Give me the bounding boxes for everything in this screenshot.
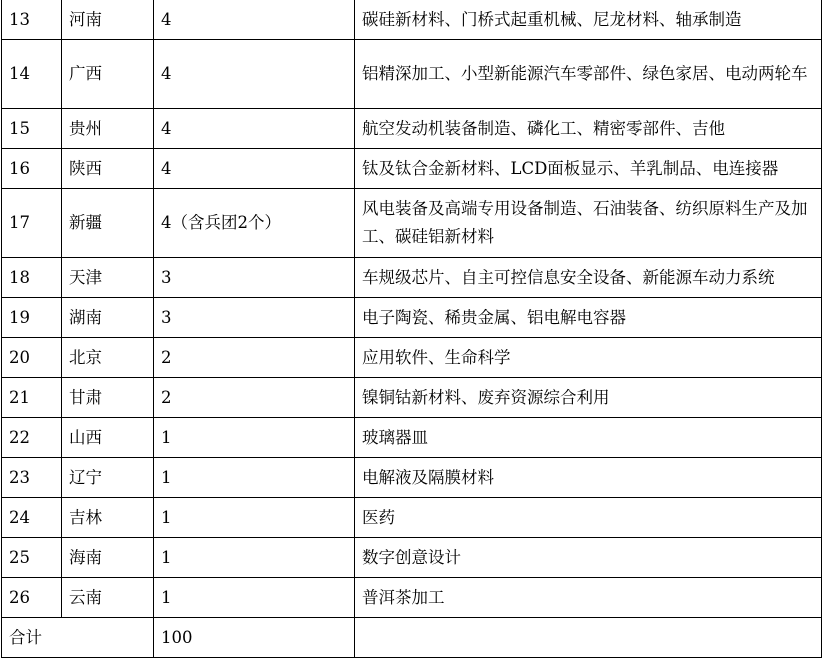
- province-cell: 云南: [62, 578, 154, 618]
- industries-cell: 应用软件、生命科学: [355, 338, 822, 378]
- province-cell: 辽宁: [62, 458, 154, 498]
- table-row: [2, 258, 822, 298]
- cluster-table: [1, 0, 822, 658]
- table-row: [2, 458, 822, 498]
- rank-cell: 25: [2, 538, 62, 578]
- count-cell: 4: [154, 109, 355, 149]
- table-row: [2, 149, 822, 189]
- rank-cell: 20: [2, 338, 62, 378]
- rank-cell: 24: [2, 498, 62, 538]
- rank-cell: 19: [2, 298, 62, 338]
- total-count-cell: 100: [154, 618, 355, 658]
- count-cell: 4: [154, 0, 355, 40]
- industries-cell: 玻璃器皿: [355, 418, 822, 458]
- rank-cell: 22: [2, 418, 62, 458]
- industries-cell: 医药: [355, 498, 822, 538]
- count-cell: 4（含兵团2个）: [154, 189, 355, 258]
- count-cell: 3: [154, 298, 355, 338]
- table-row: [2, 498, 822, 538]
- industries-cell: 钛及钛合金新材料、LCD面板显示、羊乳制品、电连接器: [355, 149, 822, 189]
- province-cell: 海南: [62, 538, 154, 578]
- industries-cell: 普洱茶加工: [355, 578, 822, 618]
- table-row: [2, 338, 822, 378]
- province-cell: 陕西: [62, 149, 154, 189]
- count-cell: 1: [154, 498, 355, 538]
- province-cell: 天津: [62, 258, 154, 298]
- industries-cell: 碳硅新材料、门桥式起重机械、尼龙材料、轴承制造: [355, 0, 822, 40]
- province-cell: 北京: [62, 338, 154, 378]
- count-cell: 2: [154, 378, 355, 418]
- total-industries-cell: [355, 618, 822, 658]
- table-body: [2, 0, 822, 658]
- count-cell: 1: [154, 578, 355, 618]
- table-row: [2, 538, 822, 578]
- rank-cell: 14: [2, 40, 62, 109]
- province-cell: 山西: [62, 418, 154, 458]
- count-cell: 4: [154, 40, 355, 109]
- industries-cell: 镍铜钴新材料、废弃资源综合利用: [355, 378, 822, 418]
- province-cell: 湖南: [62, 298, 154, 338]
- table-row: [2, 418, 822, 458]
- table-row: [2, 298, 822, 338]
- province-cell: 广西: [62, 40, 154, 109]
- industries-cell: 数字创意设计: [355, 538, 822, 578]
- industries-cell: 电子陶瓷、稀贵金属、铝电解电容器: [355, 298, 822, 338]
- table-row: [2, 578, 822, 618]
- count-cell: 1: [154, 538, 355, 578]
- rank-cell: 16: [2, 149, 62, 189]
- province-cell: 甘肃: [62, 378, 154, 418]
- count-cell: 1: [154, 458, 355, 498]
- count-cell: 2: [154, 338, 355, 378]
- industries-cell: 风电装备及高端专用设备制造、石油装备、纺织原料生产及加工、碳硅铝新材料: [355, 189, 822, 258]
- count-cell: 3: [154, 258, 355, 298]
- industries-cell: 铝精深加工、小型新能源汽车零部件、绿色家居、电动两轮车: [355, 40, 822, 109]
- table-row: [2, 378, 822, 418]
- industries-cell: 航空发动机装备制造、磷化工、精密零部件、吉他: [355, 109, 822, 149]
- rank-cell: 23: [2, 458, 62, 498]
- province-cell: 吉林: [62, 498, 154, 538]
- rank-cell: 21: [2, 378, 62, 418]
- province-cell: 贵州: [62, 109, 154, 149]
- count-cell: 4: [154, 149, 355, 189]
- industries-cell: 电解液及隔膜材料: [355, 458, 822, 498]
- rank-cell: 15: [2, 109, 62, 149]
- province-cell: 河南: [62, 0, 154, 40]
- table-row: [2, 189, 822, 258]
- rank-cell: 18: [2, 258, 62, 298]
- table-row: [2, 109, 822, 149]
- total-label-cell: 合计: [2, 618, 154, 658]
- rank-cell: 17: [2, 189, 62, 258]
- count-cell: 1: [154, 418, 355, 458]
- table-row: [2, 0, 822, 40]
- total-row: [2, 618, 822, 658]
- province-cell: 新疆: [62, 189, 154, 258]
- rank-cell: 26: [2, 578, 62, 618]
- rank-cell: 13: [2, 0, 62, 40]
- industries-cell: 车规级芯片、自主可控信息安全设备、新能源车动力系统: [355, 258, 822, 298]
- table-row: [2, 40, 822, 109]
